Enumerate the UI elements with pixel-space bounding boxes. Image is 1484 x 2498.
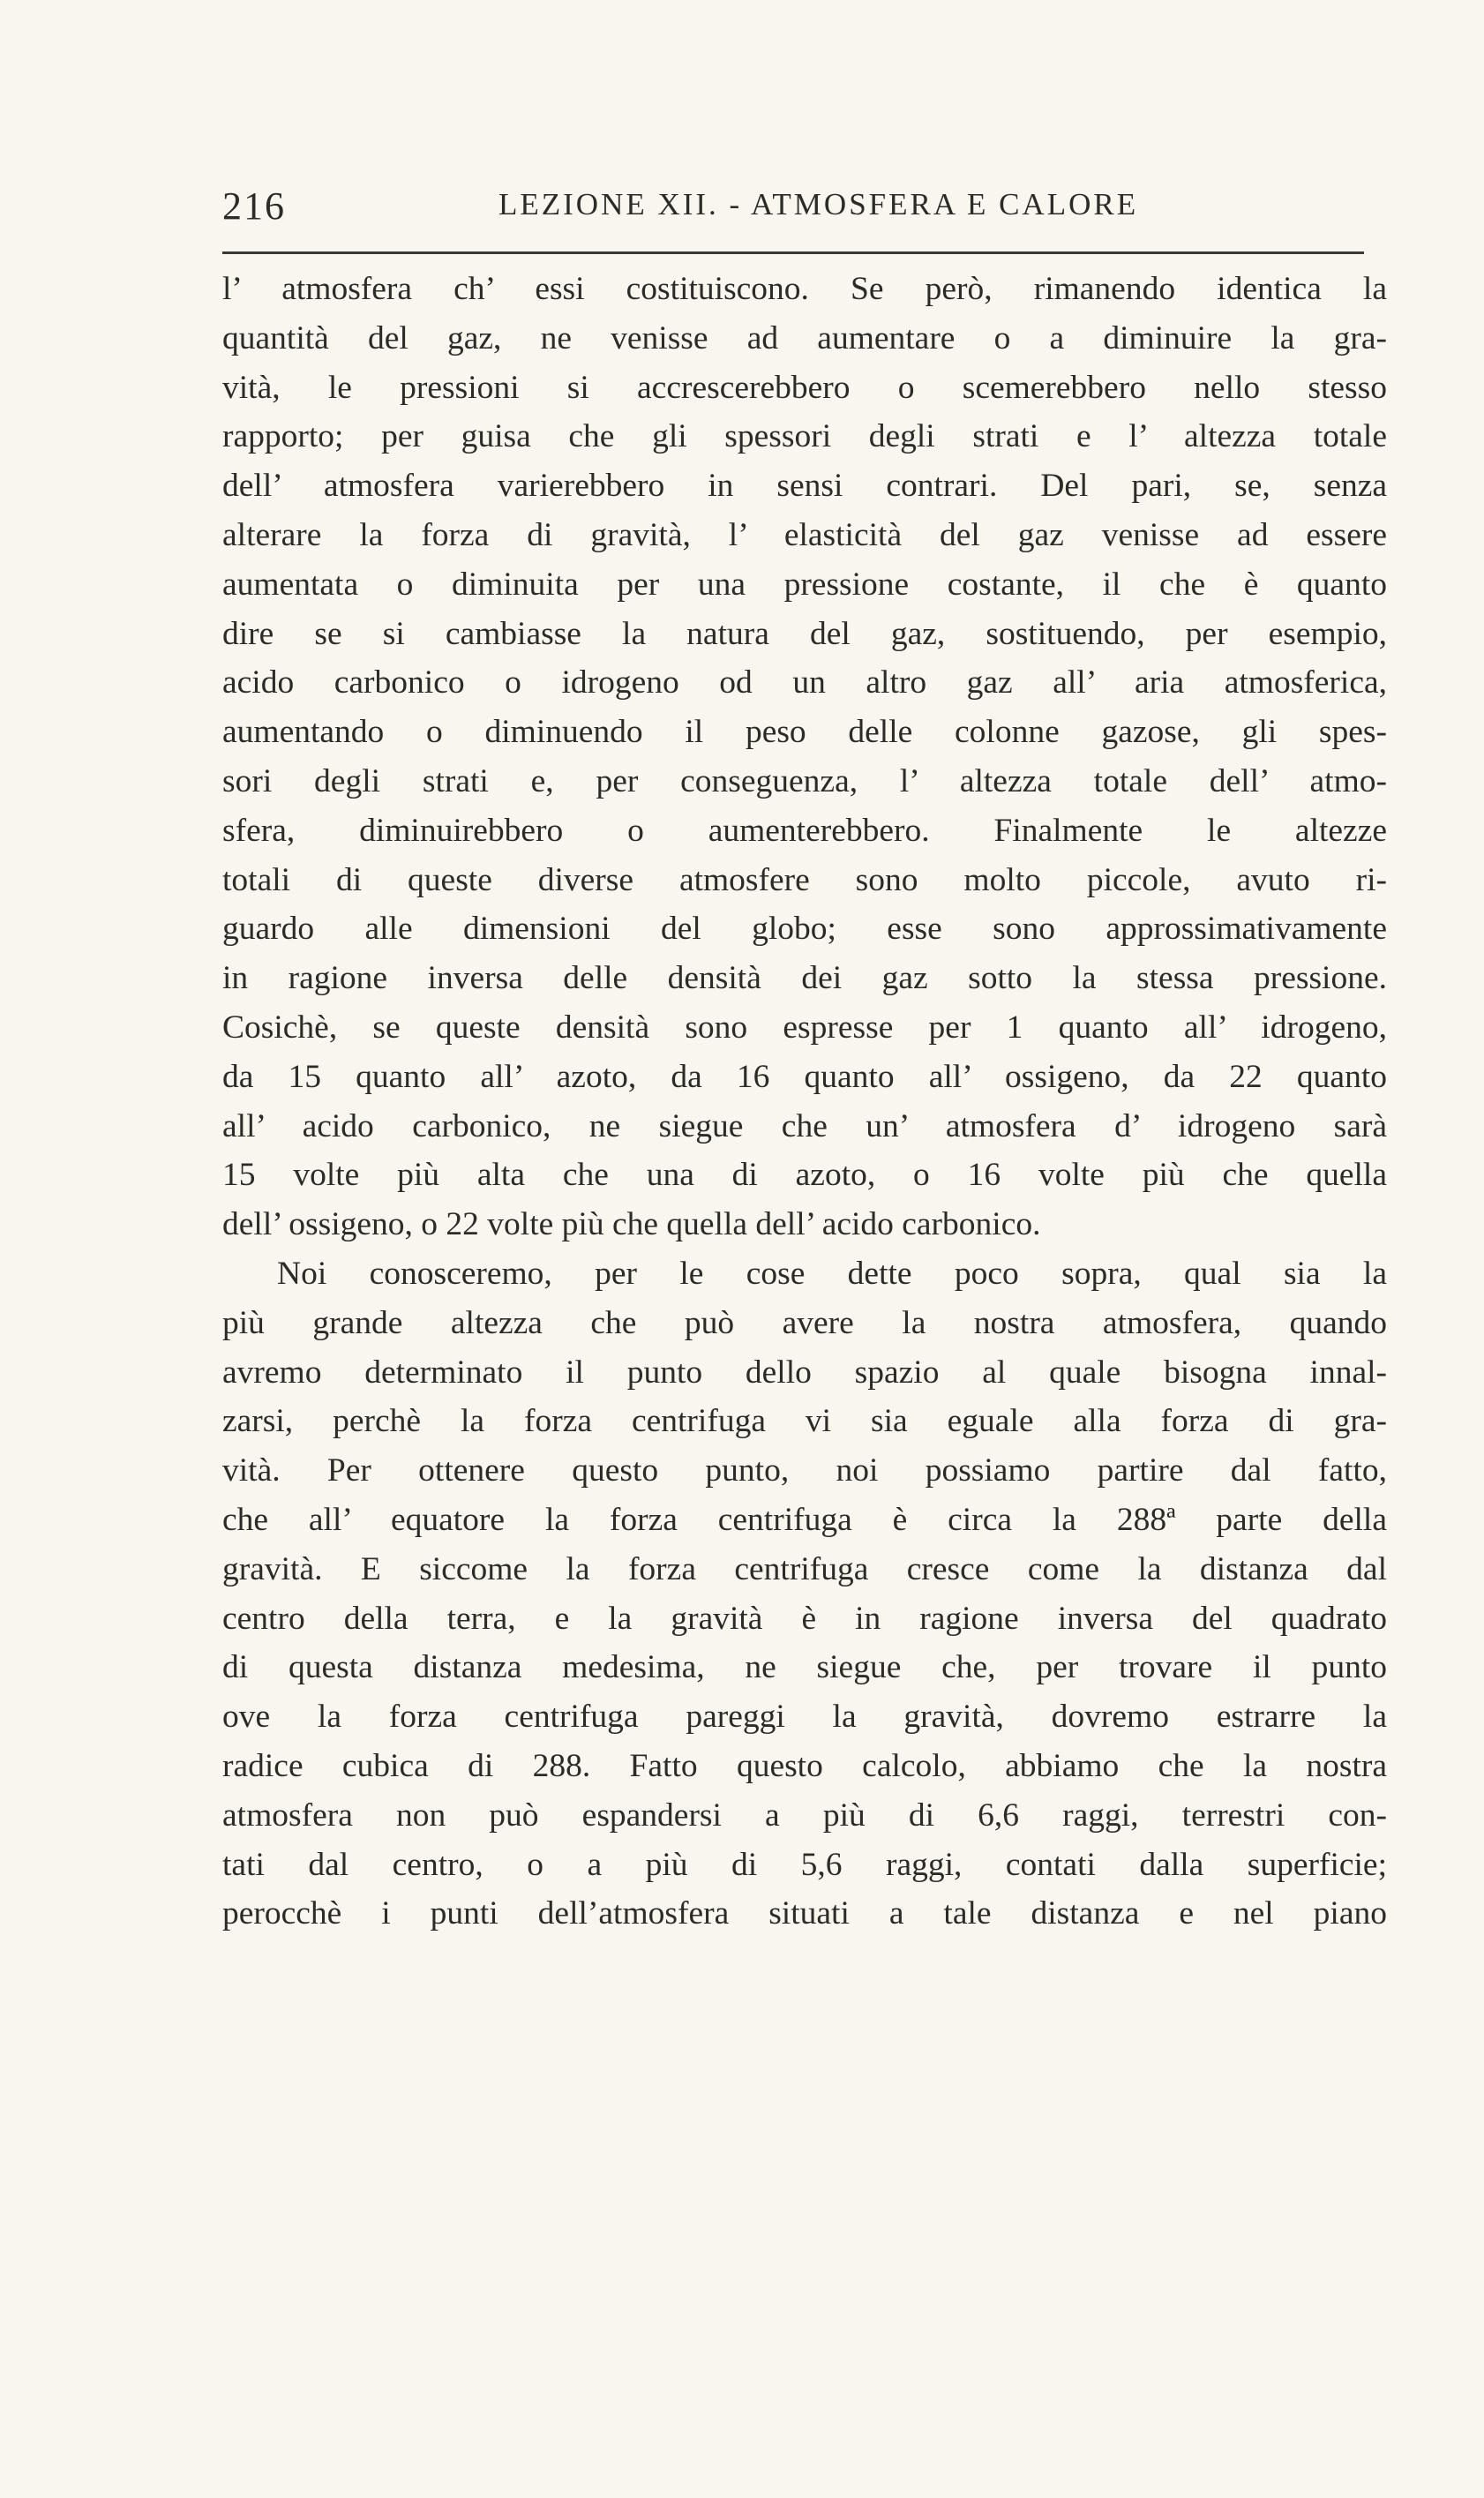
text-line: quantità del gaz, ne venisse ad aumentare o a diminuire la gra- bbox=[222, 319, 1387, 356]
text-line: acido carbonico o idrogeno od un altro gaz all’ aria atmosferica, bbox=[222, 664, 1387, 701]
text-line: vità, le pressioni si accrescerebbero o scemerebbero nello stesso bbox=[222, 369, 1387, 406]
text-line: più grande altezza che può avere la nostra atmosfera, quando bbox=[222, 1304, 1387, 1341]
text-line: rapporto; per guisa che gli spessori degli strati e l’ altezza totale bbox=[222, 418, 1387, 455]
text-line: avremo determinato il punto dello spazio al quale bisogna innal- bbox=[222, 1354, 1387, 1391]
text-line: da 15 quanto all’ azoto, da 16 quanto all’ ossigeno, da 22 quanto bbox=[222, 1058, 1387, 1095]
text-line: dell’ ossigeno, o 22 volte più che quella dell’ acido carbonico. bbox=[222, 1206, 1041, 1243]
text-line: 15 volte più alta che una di azoto, o 16 volte più che quella bbox=[222, 1157, 1387, 1194]
text-line: in ragione inversa delle densità dei gaz sotto la stessa pressione. bbox=[222, 960, 1387, 997]
text-line: sfera, diminuirebbero o aumenterebbero. Finalmente le altezze bbox=[222, 812, 1387, 849]
text-line: Cosichè, se queste densità sono espresse per 1 quanto all’ idrogeno, bbox=[222, 1009, 1387, 1046]
running-head: LEZIONE XII. - ATMOSFERA E CALORE bbox=[498, 187, 1139, 221]
text-line: aumentando o diminuendo il peso delle colonne gazose, gli spes- bbox=[222, 714, 1387, 751]
text-line: Noi conosceremo, per le cose dette poco sopra, qual sia la bbox=[277, 1255, 1387, 1292]
body-text bbox=[222, 265, 1387, 1939]
text-line: guardo alle dimensioni del globo; esse sono approssimativamente bbox=[222, 911, 1387, 948]
text-line: vità. Per ottenere questo punto, noi possiamo partire dal fatto, bbox=[222, 1452, 1387, 1489]
text-line: sori degli strati e, per conseguenza, l’ altezza totale dell’ atmo- bbox=[222, 762, 1387, 799]
paragraph-2 bbox=[222, 1249, 1387, 1939]
text-line: zarsi, perchè la forza centrifuga vi sia eguale alla forza di gra- bbox=[222, 1403, 1387, 1440]
page-number: 216 bbox=[222, 184, 286, 228]
text-line: ove la forza centrifuga pareggi la gravità, dovremo estrarre la bbox=[222, 1699, 1387, 1736]
text-line: l’ atmosfera ch’ essi costituiscono. Se però, rimanendo identica la bbox=[222, 271, 1387, 307]
text-line: gravità. E siccome la forza centrifuga cresce come la distanza dal bbox=[222, 1550, 1387, 1587]
text-line: dire se si cambiasse la natura del gaz, sostituendo, per esempio, bbox=[222, 615, 1387, 652]
text-line: tati dal centro, o a più di 5,6 raggi, contati dalla superficie; bbox=[222, 1846, 1387, 1883]
text-line: dell’ atmosfera varierebbero in sensi contrari. Del pari, se, senza bbox=[222, 468, 1387, 505]
text-line: centro della terra, e la gravità è in ragione inversa del quadrato bbox=[222, 1600, 1387, 1637]
header-rule bbox=[222, 251, 1364, 254]
paragraph-1 bbox=[222, 265, 1387, 1249]
page-header bbox=[222, 184, 1387, 236]
text-line: alterare la forza di gravità, l’ elasticità del gaz venisse ad essere bbox=[222, 516, 1387, 553]
text-line: totali di queste diverse atmosfere sono molto piccole, avuto ri- bbox=[222, 861, 1387, 898]
text-line: all’ acido carbonico, ne siegue che un’ atmosfera d’ idrogeno sarà bbox=[222, 1107, 1387, 1144]
text-line: aumentata o diminuita per una pressione costante, il che è quanto bbox=[222, 566, 1387, 603]
text-line: di questa distanza medesima, ne siegue che, per trovare il punto bbox=[222, 1649, 1387, 1686]
text-line: perocchè i punti dell’atmosfera situati a tale distanza e nel piano bbox=[222, 1895, 1387, 1932]
text-line: atmosfera non può espandersi a più di 6,6 raggi, terrestri con- bbox=[222, 1797, 1387, 1834]
text-line: radice cubica di 288. Fatto questo calcolo, abbiamo che la nostra bbox=[222, 1747, 1387, 1784]
text-line: che all’ equatore la forza centrifuga è circa la 288ª parte della bbox=[222, 1501, 1387, 1538]
